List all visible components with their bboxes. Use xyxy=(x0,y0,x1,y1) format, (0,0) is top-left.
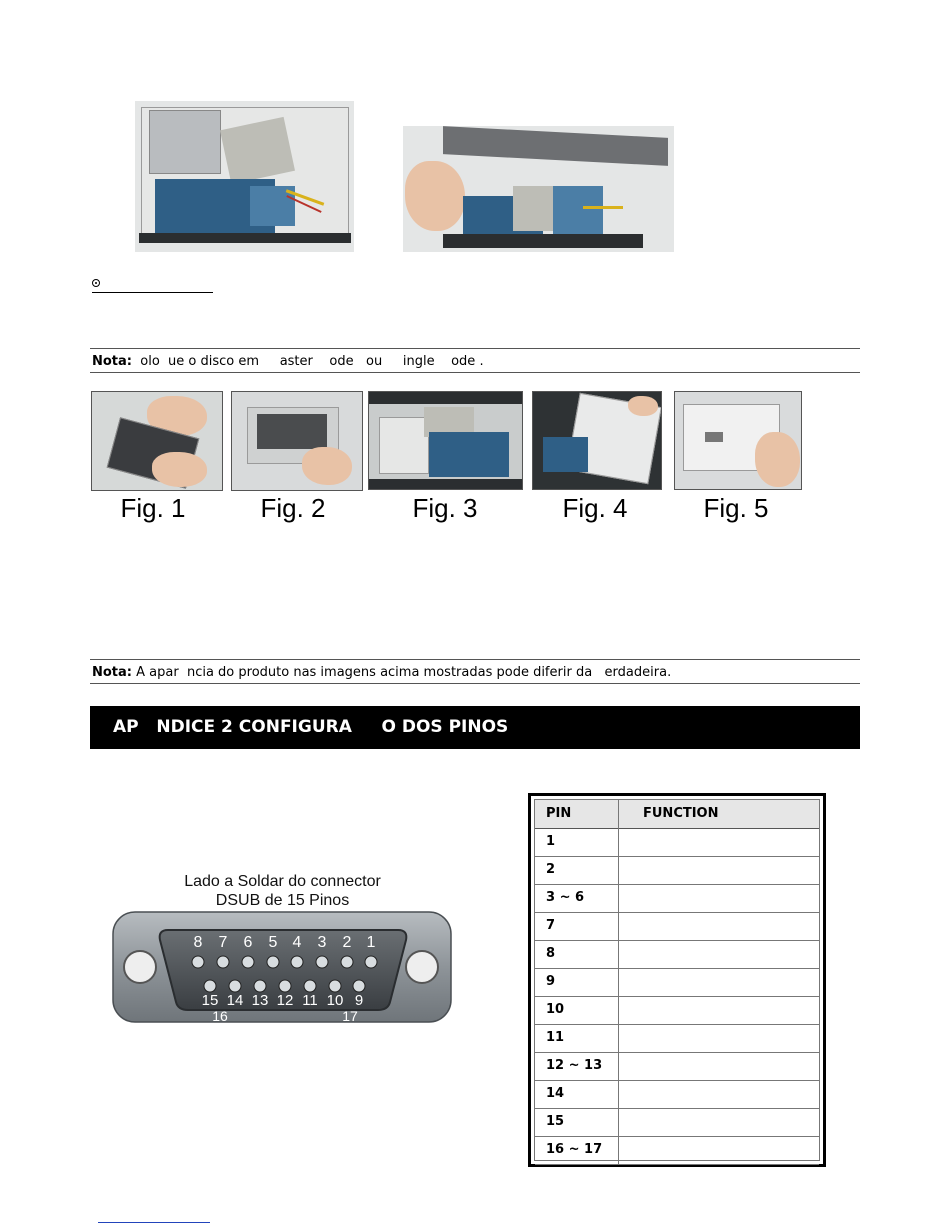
pin-hole xyxy=(329,980,341,992)
pin-number: 10 xyxy=(546,1002,565,1017)
pin-label: 8 xyxy=(193,934,203,951)
pin-hole xyxy=(291,956,303,968)
pin-hole xyxy=(304,980,316,992)
pin-number: 3 ~ 6 xyxy=(546,890,585,905)
pin-label: 9 xyxy=(354,992,364,1009)
pin-number: 7 xyxy=(546,918,556,933)
fig5-photo xyxy=(674,391,802,490)
table-row xyxy=(535,1024,819,1053)
pin-hole xyxy=(353,980,365,992)
pin-label: 5 xyxy=(268,934,278,951)
pin-function xyxy=(618,968,823,997)
pin-hole xyxy=(316,956,328,968)
pin-function xyxy=(618,912,823,941)
fig5-label: Fig. 5 xyxy=(703,493,769,523)
pin-hole xyxy=(365,956,377,968)
pin-label: 12 xyxy=(276,992,294,1009)
table-row xyxy=(535,884,819,913)
fig2-photo xyxy=(231,391,363,491)
fig1-photo xyxy=(91,391,223,491)
table-row xyxy=(535,996,819,1025)
pin-function xyxy=(618,1052,823,1081)
table-row xyxy=(535,1136,819,1165)
pin-label: 10 xyxy=(326,992,344,1009)
pin-function xyxy=(618,856,823,885)
table-row xyxy=(535,940,819,969)
section-title: AP NDICE 2 CONFIGURA O DOS PINOS xyxy=(113,717,509,737)
pin-function xyxy=(618,1024,823,1053)
footer-underline xyxy=(98,1222,210,1223)
header-function: FUNCTION xyxy=(618,800,823,829)
pin-hole xyxy=(267,956,279,968)
fig2-label: Fig. 2 xyxy=(260,493,326,523)
subheading-underline xyxy=(92,292,213,293)
pin-function xyxy=(618,996,823,1025)
pin-hole xyxy=(254,980,266,992)
pin-number: 9 xyxy=(546,974,556,989)
pin-hole xyxy=(279,980,291,992)
pin-hole xyxy=(242,956,254,968)
table-row xyxy=(535,1080,819,1109)
pin-function xyxy=(618,1108,823,1137)
fig4-label: Fig. 4 xyxy=(562,493,628,523)
table-header-row xyxy=(535,800,819,829)
table-row xyxy=(535,1052,819,1081)
pin-number: 15 xyxy=(546,1114,565,1129)
pin-label: 4 xyxy=(292,934,302,951)
pin-hole xyxy=(217,956,229,968)
header-pin: PIN xyxy=(546,806,572,821)
pin-number: 1 xyxy=(546,834,556,849)
note-label: Nota: xyxy=(92,665,132,680)
pin-label: 16 xyxy=(212,1008,228,1024)
note-master-slave xyxy=(90,348,860,373)
pin-label: 17 xyxy=(342,1008,358,1024)
connector-caption-line1: Lado a Soldar do connector xyxy=(184,873,381,890)
pin-number: 8 xyxy=(546,946,556,961)
pin-label: 13 xyxy=(251,992,269,1009)
section-header xyxy=(90,706,860,749)
connector-caption-line2: DSUB de 15 Pinos xyxy=(215,892,350,909)
fig3-label: Fig. 3 xyxy=(412,493,478,523)
pin-number: 12 ~ 13 xyxy=(546,1058,603,1073)
note-text: A apar ncia do produto nas imagens acima mostradas pode diferir da erdadeira. xyxy=(132,665,672,680)
pin-label: 11 xyxy=(302,992,318,1009)
dsub-connector-diagram xyxy=(110,862,455,1025)
pin-number: 16 ~ 17 xyxy=(546,1142,603,1157)
pin-function xyxy=(618,1080,823,1109)
pin-label: 14 xyxy=(226,992,244,1009)
fig1-label: Fig. 1 xyxy=(120,493,186,523)
pin-label: 15 xyxy=(201,992,219,1009)
fig3-photo xyxy=(368,391,523,490)
pin-number: 2 xyxy=(546,862,556,877)
pin-label: 3 xyxy=(317,934,327,951)
pin-label: 7 xyxy=(218,934,228,951)
table-row xyxy=(535,912,819,941)
note-text: olo ue o disco em aster ode ou ingle ode . xyxy=(132,354,484,369)
pin-function xyxy=(618,884,823,913)
pin-table-body xyxy=(534,799,820,1161)
pin-label: 1 xyxy=(366,934,376,951)
note-appearance xyxy=(90,659,860,684)
pin-hole xyxy=(341,956,353,968)
table-row xyxy=(535,1108,819,1137)
pin-function-table xyxy=(528,793,826,1167)
dvr-cover-removal-photo xyxy=(403,126,674,252)
pin-number: 11 xyxy=(546,1030,565,1045)
note-label: Nota: xyxy=(92,354,132,369)
table-row xyxy=(535,828,819,857)
fig4-photo xyxy=(532,391,662,490)
dvr-open-chassis-photo xyxy=(135,101,354,252)
bullet-icon xyxy=(92,279,100,287)
pin-hole xyxy=(204,980,216,992)
pin-label: 2 xyxy=(342,934,352,951)
pin-hole xyxy=(192,956,204,968)
pin-function xyxy=(618,828,823,857)
pin-function xyxy=(618,940,823,969)
pin-label: 6 xyxy=(243,934,253,951)
table-row xyxy=(535,968,819,997)
pin-function xyxy=(618,1136,823,1165)
table-row xyxy=(535,856,819,885)
pin-number: 14 xyxy=(546,1086,565,1101)
pin-hole xyxy=(229,980,241,992)
